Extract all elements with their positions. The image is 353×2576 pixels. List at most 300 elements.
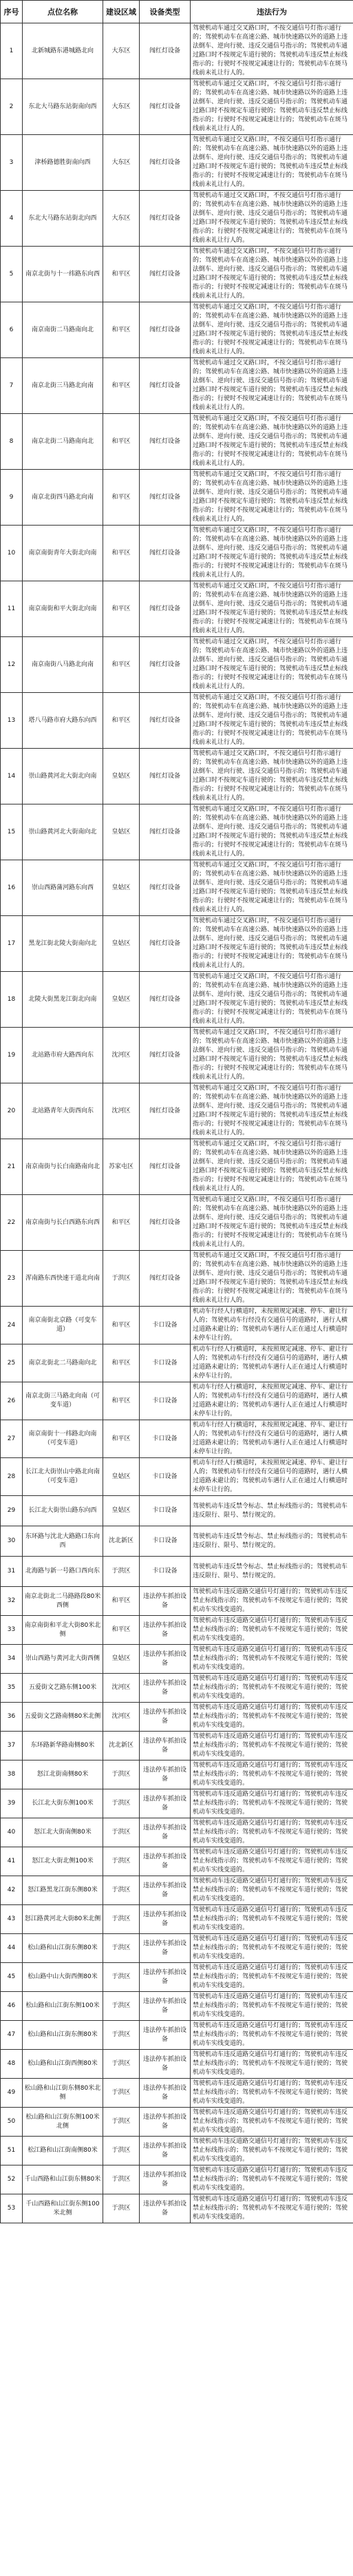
row-device-type: 闯红灯设备 [140, 302, 191, 358]
row-no: 3 [1, 135, 23, 191]
row-violation-behavior: 机动车行经人行横道时，未按照规定减速、停车、避让行人的；驾驶机动车行经没有交通信号的道路时，遇行人横过道路未避让的；驾驶机动车遇行人正在通过人行横道时未停车让行的。 [191, 1382, 353, 1420]
row-location-name: 怒江路黄河北大街80米北侧 [23, 1905, 103, 1934]
table-row [1, 302, 353, 358]
row-location-name: 南京南街和平大街北向南 [23, 581, 103, 637]
row-device-type: 卡口设备 [140, 1526, 191, 1557]
row-area: 于洪区 [103, 2137, 140, 2165]
row-violation-behavior: 驾驶机动车违反道路交通信号灯通行的；驾驶机动车违反禁止标线指示的；驾驶机动车不按规定车道行驶的；驾驶机动车实线变道的。 [191, 1789, 353, 1818]
row-area: 和平区 [103, 1420, 140, 1458]
row-violation-behavior: 驾驶机动车违反道路交通信号灯通行的；驾驶机动车违反禁止标线指示的；驾驶机动车不按规定车道行驶的；驾驶机动车实线变道的。 [191, 2165, 353, 2194]
row-no: 2 [1, 79, 23, 135]
row-violation-behavior: 驾驶机动车违反道路交通信号灯通行的；驾驶机动车违反禁止标线指示的；驾驶机动车不按规定车道行驶的；驾驶机动车实线变道的。 [191, 2050, 353, 2079]
row-device-type: 闯红灯设备 [140, 581, 191, 637]
row-location-name: 南京北街北二马路路段80米西侧 [23, 1587, 103, 1616]
table-row [1, 1760, 353, 1789]
row-area: 沈河区 [103, 1028, 140, 1083]
row-device-type: 违法停车抓拍设备 [140, 2079, 191, 2108]
row-location-name: 北海路与新一号路口西向东 [23, 1557, 103, 1587]
row-violation-behavior: 驾驶机动车通过交叉路口时，不按交通信号灯指示通行的；驾驶机动车在高速公路、城市快速路以外的道路上违法倒车、逆向行驶、违反交通信号指示的；驾驶机动车通过路口时不按规定车道行驶的；驾驶机动车违反禁止标线指示的；行驶时不按规定减速让行的；驾驶机动车在斑马线前未礼让行人的。 [191, 526, 353, 581]
table-row [1, 2108, 353, 2137]
row-area: 和平区 [103, 637, 140, 693]
row-device-type: 卡口设备 [140, 1557, 191, 1587]
row-area: 和平区 [103, 1344, 140, 1382]
table-row [1, 23, 353, 79]
table-row [1, 1083, 353, 1139]
row-no: 20 [1, 1083, 23, 1139]
row-area: 于洪区 [103, 1847, 140, 1876]
row-no: 32 [1, 1587, 23, 1616]
table-row [1, 1344, 353, 1382]
row-violation-behavior: 驾驶机动车通过交叉路口时，不按交通信号灯指示通行的；驾驶机动车在高速公路、城市快速路以外的道路上违法倒车、逆向行驶、违反交通信号指示的；驾驶机动车通过路口时不按规定车道行驶的；驾驶机动车违反禁止标线指示的；行驶时不按规定减速让行的；驾驶机动车在斑马线前未礼让行人的。 [191, 191, 353, 247]
row-device-type: 闯红灯设备 [140, 637, 191, 693]
row-area: 和平区 [103, 302, 140, 358]
row-violation-behavior: 驾驶机动车违反道路交通信号灯通行的；驾驶机动车违反禁止标线指示的；驾驶机动车不按规定车道行驶的；驾驶机动车实线变道的。 [191, 1847, 353, 1876]
row-device-type: 闯红灯设备 [140, 247, 191, 302]
header-device-type: 设备类型 [140, 1, 191, 23]
row-no: 16 [1, 860, 23, 916]
row-no: 19 [1, 1028, 23, 1083]
table-row [1, 1195, 353, 1251]
row-violation-behavior: 驾驶机动车违反道路交通信号灯通行的；驾驶机动车违反禁止标线指示的；驾驶机动车不按规定车道行驶的；驾驶机动车实线变道的。 [191, 1992, 353, 2021]
row-area: 于洪区 [103, 2108, 140, 2137]
row-location-name: 津桥路德胜街南向西 [23, 135, 103, 191]
row-area: 于洪区 [103, 1905, 140, 1934]
table-row [1, 2021, 353, 2050]
row-device-type: 违法停车抓拍设备 [140, 1674, 191, 1703]
table-row [1, 1382, 353, 1420]
row-location-name: 东北大马路东站街南向西 [23, 79, 103, 135]
row-device-type: 卡口设备 [140, 1458, 191, 1496]
row-no: 30 [1, 1526, 23, 1557]
row-area: 和平区 [103, 693, 140, 749]
row-area: 和平区 [103, 581, 140, 637]
row-violation-behavior: 驾驶机动车通过交叉路口时，不按交通信号灯指示通行的；驾驶机动车在高速公路、城市快速路以外的道路上违法倒车、逆向行驶、违反交通信号指示的；驾驶机动车通过路口时不按规定车道行驶的；驾驶机动车违反禁止标线指示的；行驶时不按规定减速让行的；驾驶机动车在斑马线前未礼让行人的。 [191, 302, 353, 358]
row-area: 和平区 [103, 247, 140, 302]
row-no: 6 [1, 302, 23, 358]
row-location-name: 北站路青年大街西向东 [23, 1083, 103, 1139]
row-area: 苏家屯区 [103, 1139, 140, 1195]
table-row [1, 2137, 353, 2165]
row-location-name: 松山路中山大街西侧80米 [23, 1963, 103, 1992]
row-area: 于洪区 [103, 1818, 140, 1847]
table-row [1, 1876, 353, 1905]
table-row [1, 693, 353, 749]
row-violation-behavior: 驾驶机动车通过交叉路口时，不按交通信号灯指示通行的；驾驶机动车在高速公路、城市快速路以外的道路上违法倒车、逆向行驶、违反交通信号指示的；驾驶机动车通过路口时不按规定车道行驶的；驾驶机动车违反禁止标线指示的；行驶时不按规定减速让行的；驾驶机动车在斑马线前未礼让行人的。 [191, 860, 353, 916]
row-device-type: 违法停车抓拍设备 [140, 2194, 191, 2223]
header-area: 建设区域 [103, 1, 140, 23]
row-location-name: 怒江北大街北侧100米 [23, 1847, 103, 1876]
table-row [1, 1616, 353, 1645]
row-location-name: 千山西路和山江街东侧80米 [23, 2165, 103, 2194]
row-violation-behavior: 驾驶机动车违反道路交通信号灯通行的；驾驶机动车违反禁止标线指示的；驾驶机动车不按规定车道行驶的；驾驶机动车实线变道的。 [191, 1760, 353, 1789]
row-no: 51 [1, 2137, 23, 2165]
row-device-type: 违法停车抓拍设备 [140, 1905, 191, 1934]
table-row [1, 1557, 353, 1587]
row-violation-behavior: 驾驶机动车通过交叉路口时，不按交通信号灯指示通行的；驾驶机动车在高速公路、城市快速路以外的道路上违法倒车、逆向行驶、违反交通信号指示的；驾驶机动车通过路口时不按规定车道行驶的；驾驶机动车违反禁止标线指示的；行驶时不按规定减速让行的；驾驶机动车在斑马线前未礼让行人的。 [191, 1028, 353, 1083]
row-device-type: 闯红灯设备 [140, 358, 191, 414]
row-device-type: 违法停车抓拍设备 [140, 2137, 191, 2165]
table-row [1, 1905, 353, 1934]
row-device-type: 闯红灯设备 [140, 135, 191, 191]
row-device-type: 违法停车抓拍设备 [140, 2165, 191, 2194]
table-row [1, 1732, 353, 1760]
row-device-type: 闯红灯设备 [140, 916, 191, 972]
table-row [1, 1789, 353, 1818]
row-area: 皇姑区 [103, 860, 140, 916]
row-violation-behavior: 驾驶机动车违反道路交通信号灯通行的；驾驶机动车违反禁止标线指示的；驾驶机动车不按规定车道行驶的；驾驶机动车实线变道的。 [191, 2021, 353, 2050]
row-device-type: 违法停车抓拍设备 [140, 1760, 191, 1789]
row-location-name: 怒江北大街南侧80米 [23, 1818, 103, 1847]
table-row [1, 2050, 353, 2079]
row-area: 于洪区 [103, 2165, 140, 2194]
table-row [1, 1420, 353, 1458]
row-no: 34 [1, 1645, 23, 1674]
row-device-type: 违法停车抓拍设备 [140, 1587, 191, 1616]
row-device-type: 闯红灯设备 [140, 79, 191, 135]
row-violation-behavior: 驾驶机动车违反道路交通信号灯通行的；驾驶机动车违反禁止标线指示的；驾驶机动车不按规定车道行驶的；驾驶机动车实线变道的。 [191, 1645, 353, 1674]
row-device-type: 卡口设备 [140, 1382, 191, 1420]
row-device-type: 违法停车抓拍设备 [140, 1616, 191, 1645]
row-violation-behavior: 驾驶机动车通过交叉路口时，不按交通信号灯指示通行的；驾驶机动车在高速公路、城市快速路以外的道路上违法倒车、逆向行驶、违反交通信号指示的；驾驶机动车通过路口时不按规定车道行驶的；驾驶机动车违反禁止标线指示的；行驶时不按规定减速让行的；驾驶机动车在斑马线前未礼让行人的。 [191, 581, 353, 637]
row-area: 于洪区 [103, 2194, 140, 2223]
row-area: 于洪区 [103, 1992, 140, 2021]
row-location-name: 松江路和山江街南侧80米 [23, 2137, 103, 2165]
row-violation-behavior: 驾驶机动车违反道路交通信号灯通行的；驾驶机动车违反禁止标线指示的；驾驶机动车不按规定车道行驶的；驾驶机动车实线变道的。 [191, 1905, 353, 1934]
row-area: 沈河区 [103, 1703, 140, 1732]
row-area: 皇姑区 [103, 972, 140, 1028]
row-location-name: 北陵大街黑龙江街北向南 [23, 972, 103, 1028]
row-location-name: 崇山西路与黄河北大街西侧 [23, 1645, 103, 1674]
row-area: 沈河区 [103, 1083, 140, 1139]
row-violation-behavior: 驾驶机动车违反道路交通信号灯通行的；驾驶机动车违反禁止标线指示的；驾驶机动车不按规定车道行驶的；驾驶机动车实线变道的。 [191, 1674, 353, 1703]
table-row [1, 526, 353, 581]
row-violation-behavior: 驾驶机动车违反道路交通信号灯通行的；驾驶机动车违反禁止标线指示的；驾驶机动车不按规定车道行驶的；驾驶机动车实线变道的。 [191, 1703, 353, 1732]
row-device-type: 闯红灯设备 [140, 191, 191, 247]
row-location-name: 崇山路黄河北大街北向南 [23, 749, 103, 804]
row-device-type: 违法停车抓拍设备 [140, 1963, 191, 1992]
row-no: 29 [1, 1496, 23, 1526]
row-location-name: 千山西路和山江街东侧100米北侧 [23, 2194, 103, 2223]
row-violation-behavior: 驾驶机动车违反道路交通信号灯通行的；驾驶机动车违反禁止标线指示的；驾驶机动车不按规定车道行驶的；驾驶机动车实线变道的。 [191, 2137, 353, 2165]
row-no: 18 [1, 972, 23, 1028]
row-location-name: 南京北街与十一纬路东向西 [23, 247, 103, 302]
table-row [1, 2194, 353, 2223]
table-row [1, 637, 353, 693]
row-violation-behavior: 驾驶机动车通过交叉路口时，不按交通信号灯指示通行的；驾驶机动车在高速公路、城市快速路以外的道路上违法倒车、逆向行驶、违反交通信号指示的；驾驶机动车通过路口时不按规定车道行驶的；驾驶机动车违反禁止标线指示的；行驶时不按规定减速让行的；驾驶机动车在斑马线前未礼让行人的。 [191, 637, 353, 693]
row-location-name: 怒江北街南侧80米 [23, 1760, 103, 1789]
row-location-name: 南京南街和平北大街80米北侧 [23, 1616, 103, 1645]
row-device-type: 闯红灯设备 [140, 1195, 191, 1251]
row-area: 皇姑区 [103, 1496, 140, 1526]
table-row [1, 1307, 353, 1344]
header-violation: 违法行为 [191, 1, 353, 23]
table-row [1, 414, 353, 470]
row-area: 大东区 [103, 191, 140, 247]
row-no: 35 [1, 1674, 23, 1703]
table-row [1, 749, 353, 804]
row-violation-behavior: 驾驶机动车通过交叉路口时，不按交通信号灯指示通行的；驾驶机动车在高速公路、城市快速路以外的道路上违法倒车、逆向行驶、违反交通信号指示的；驾驶机动车通过路口时不按规定车道行驶的；驾驶机动车违反禁止标线指示的；行驶时不按规定减速让行的；驾驶机动车在斑马线前未礼让行人的。 [191, 804, 353, 860]
row-device-type: 闯红灯设备 [140, 693, 191, 749]
row-violation-behavior: 驾驶机动车违反禁令标志、禁止标线指示的；驾驶机动车违反限行、限号、禁行规定的。 [191, 1557, 353, 1587]
row-violation-behavior: 驾驶机动车通过交叉路口时，不按交通信号灯指示通行的；驾驶机动车在高速公路、城市快速路以外的道路上违法倒车、逆向行驶、违反交通信号指示的；驾驶机动车通过路口时不按规定车道行驶的；驾驶机动车违反禁止标线指示的；行驶时不按规定减速让行的；驾驶机动车在斑马线前未礼让行人的。 [191, 358, 353, 414]
row-violation-behavior: 驾驶机动车通过交叉路口时，不按交通信号灯指示通行的；驾驶机动车在高速公路、城市快速路以外的道路上违法倒车、逆向行驶、违反交通信号指示的；驾驶机动车通过路口时不按规定车道行驶的；驾驶机动车违反禁止标线指示的；行驶时不按规定减速让行的；驾驶机动车在斑马线前未礼让行人的。 [191, 749, 353, 804]
header-no: 序号 [1, 1, 23, 23]
row-location-name: 南京南街与长白南路南向北 [23, 1139, 103, 1195]
row-area: 于洪区 [103, 1963, 140, 1992]
row-no: 4 [1, 191, 23, 247]
table-row [1, 860, 353, 916]
row-device-type: 闯红灯设备 [140, 1139, 191, 1195]
table-row [1, 581, 353, 637]
row-location-name: 崇山西路蒲河路东向西 [23, 860, 103, 916]
row-location-name: 松山路和山江街东侧80米北侧 [23, 2079, 103, 2108]
row-no: 43 [1, 1905, 23, 1934]
row-violation-behavior: 驾驶机动车违反道路交通信号灯通行的；驾驶机动车违反禁止标线指示的；驾驶机动车不按规定车道行驶的；驾驶机动车实线变道的。 [191, 1732, 353, 1760]
row-violation-behavior: 驾驶机动车违反道路交通信号灯通行的；驾驶机动车违反禁止标线指示的；驾驶机动车不按规定车道行驶的；驾驶机动车实线变道的。 [191, 1616, 353, 1645]
row-device-type: 卡口设备 [140, 1344, 191, 1382]
row-location-name: 黑龙江街北陵大街南向北 [23, 916, 103, 972]
row-area: 和平区 [103, 470, 140, 526]
row-no: 5 [1, 247, 23, 302]
row-no: 40 [1, 1818, 23, 1847]
row-violation-behavior: 驾驶机动车通过交叉路口时，不按交通信号灯指示通行的；驾驶机动车在高速公路、城市快速路以外的道路上违法倒车、逆向行驶、违反交通信号指示的；驾驶机动车通过路口时不按规定车道行驶的；驾驶机动车违反禁止标线指示的；行驶时不按规定减速让行的；驾驶机动车在斑马线前未礼让行人的。 [191, 1139, 353, 1195]
row-location-name: 松山路和山江街东侧100米 [23, 1992, 103, 2021]
row-no: 24 [1, 1307, 23, 1344]
row-violation-behavior: 驾驶机动车通过交叉路口时，不按交通信号灯指示通行的；驾驶机动车在高速公路、城市快速路以外的道路上违法倒车、逆向行驶、违反交通信号指示的；驾驶机动车通过路口时不按规定车道行驶的；驾驶机动车违反禁止标线指示的；行驶时不按规定减速让行的；驾驶机动车在斑马线前未礼让行人的。 [191, 135, 353, 191]
table-row [1, 2079, 353, 2108]
row-no: 31 [1, 1557, 23, 1587]
row-location-name: 南京北街四马路北向南 [23, 470, 103, 526]
row-no: 23 [1, 1251, 23, 1307]
row-location-name: 南京南街二马路南向北 [23, 302, 103, 358]
row-violation-behavior: 驾驶机动车违反道路交通信号灯通行的；驾驶机动车违反禁止标线指示的；驾驶机动车不按规定车道行驶的；驾驶机动车实线变道的。 [191, 2194, 353, 2223]
row-device-type: 违法停车抓拍设备 [140, 1732, 191, 1760]
row-area: 和平区 [103, 1587, 140, 1616]
row-area: 和平区 [103, 1382, 140, 1420]
header-location: 点位名称 [23, 1, 103, 23]
row-location-name: 南京南街青年大街北向南 [23, 526, 103, 581]
row-no: 50 [1, 2108, 23, 2137]
row-area: 沈北新区 [103, 1732, 140, 1760]
row-no: 1 [1, 23, 23, 79]
row-location-name: 南京南街十一纬路北向南（可变车道） [23, 1420, 103, 1458]
row-no: 8 [1, 414, 23, 470]
row-no: 26 [1, 1382, 23, 1420]
row-no: 36 [1, 1703, 23, 1732]
row-device-type: 违法停车抓拍设备 [140, 1876, 191, 1905]
row-location-name: 北新城路东港城路北向 [23, 23, 103, 79]
row-location-name: 长江北大街崇山中路北向南（可变车道） [23, 1458, 103, 1496]
row-no: 14 [1, 749, 23, 804]
row-location-name: 东环路新华路南侧80米 [23, 1732, 103, 1760]
row-no: 22 [1, 1195, 23, 1251]
row-no: 11 [1, 581, 23, 637]
row-device-type: 卡口设备 [140, 1420, 191, 1458]
row-no: 28 [1, 1458, 23, 1496]
row-device-type: 违法停车抓拍设备 [140, 1847, 191, 1876]
row-violation-behavior: 驾驶机动车违反道路交通信号灯通行的；驾驶机动车违反禁止标线指示的；驾驶机动车不按规定车道行驶的；驾驶机动车实线变道的。 [191, 1934, 353, 1963]
row-location-name: 南京北街二马路南向北 [23, 414, 103, 470]
row-area: 皇姑区 [103, 1458, 140, 1496]
row-area: 和平区 [103, 1616, 140, 1645]
row-device-type: 闯红灯设备 [140, 749, 191, 804]
row-no: 47 [1, 2021, 23, 2050]
table-row [1, 1587, 353, 1616]
row-violation-behavior: 驾驶机动车违反道路交通信号灯通行的；驾驶机动车违反禁止标线指示的；驾驶机动车不按规定车道行驶的；驾驶机动车实线变道的。 [191, 1963, 353, 1992]
row-area: 皇姑区 [103, 916, 140, 972]
row-no: 12 [1, 637, 23, 693]
table-row [1, 1963, 353, 1992]
row-device-type: 违法停车抓拍设备 [140, 2108, 191, 2137]
table-row [1, 1847, 353, 1876]
row-area: 于洪区 [103, 1876, 140, 1905]
row-violation-behavior: 机动车行经人行横道时，未按照规定减速、停车、避让行人的；驾驶机动车行经没有交通信号的道路时，遇行人横过道路未避让的；驾驶机动车遇行人正在通过人行横道时未停车让行的。 [191, 1344, 353, 1382]
row-violation-behavior: 驾驶机动车通过交叉路口时，不按交通信号灯指示通行的；驾驶机动车在高速公路、城市快速路以外的道路上违法倒车、逆向行驶、违反交通信号指示的；驾驶机动车通过路口时不按规定车道行驶的；驾驶机动车违反禁止标线指示的；行驶时不按规定减速让行的；驾驶机动车在斑马线前未礼让行人的。 [191, 1083, 353, 1139]
row-no: 27 [1, 1420, 23, 1458]
row-location-name: 松山路和山江街西侧80米 [23, 2050, 103, 2079]
row-area: 和平区 [103, 1307, 140, 1344]
row-no: 38 [1, 1760, 23, 1789]
row-violation-behavior: 驾驶机动车通过交叉路口时，不按交通信号灯指示通行的；驾驶机动车在高速公路、城市快速路以外的道路上违法倒车、逆向行驶、违反交通信号指示的；驾驶机动车通过路口时不按规定车道行驶的；驾驶机动车违反禁止标线指示的；行驶时不按规定减速让行的；驾驶机动车在斑马线前未礼让行人的。 [191, 247, 353, 302]
row-violation-behavior: 驾驶机动车违反道路交通信号灯通行的；驾驶机动车违反禁止标线指示的；驾驶机动车不按规定车道行驶的；驾驶机动车实线变道的。 [191, 2108, 353, 2137]
table-row [1, 1645, 353, 1674]
row-device-type: 闯红灯设备 [140, 1251, 191, 1307]
row-violation-behavior: 驾驶机动车违反道路交通信号灯通行的；驾驶机动车违反禁止标线指示的；驾驶机动车不按规定车道行驶的；驾驶机动车实线变道的。 [191, 1587, 353, 1616]
row-location-name: 东环路与沈北大路路口东向西 [23, 1526, 103, 1557]
row-location-name: 南京北街北二马路南向北 [23, 1344, 103, 1382]
row-violation-behavior: 驾驶机动车通过交叉路口时，不按交通信号灯指示通行的；驾驶机动车在高速公路、城市快速路以外的道路上违法倒车、逆向行驶、违反交通信号指示的；驾驶机动车通过路口时不按规定车道行驶的；驾驶机动车违反禁止标线指示的；行驶时不按规定减速让行的；驾驶机动车在斑马线前未礼让行人的。 [191, 79, 353, 135]
table-row [1, 1139, 353, 1195]
row-no: 21 [1, 1139, 23, 1195]
row-no: 53 [1, 2194, 23, 2223]
table-row [1, 916, 353, 972]
row-no: 7 [1, 358, 23, 414]
row-location-name: 长江北大街崇山路东向西 [23, 1496, 103, 1526]
row-location-name: 五爱街文艺路东侧100米 [23, 1674, 103, 1703]
row-area: 于洪区 [103, 1557, 140, 1587]
row-area: 于洪区 [103, 2050, 140, 2079]
row-no: 48 [1, 2050, 23, 2079]
table-row [1, 2165, 353, 2194]
row-area: 沈河区 [103, 1674, 140, 1703]
row-area: 于洪区 [103, 2079, 140, 2108]
row-location-name: 南京北街三马路北向南（可变车道） [23, 1382, 103, 1420]
row-location-name: 松山路和山江街东侧100米北侧 [23, 2108, 103, 2137]
table-row [1, 191, 353, 247]
table-row [1, 358, 353, 414]
table-row [1, 972, 353, 1028]
row-location-name: 南京南街北京路（可变车道） [23, 1307, 103, 1344]
table-row [1, 1458, 353, 1496]
row-device-type: 违法停车抓拍设备 [140, 1789, 191, 1818]
row-no: 33 [1, 1616, 23, 1645]
row-device-type: 闯红灯设备 [140, 414, 191, 470]
table-row [1, 1496, 353, 1526]
row-device-type: 违法停车抓拍设备 [140, 1645, 191, 1674]
row-device-type: 违法停车抓拍设备 [140, 2050, 191, 2079]
row-device-type: 闯红灯设备 [140, 470, 191, 526]
row-violation-behavior: 机动车行经人行横道时，未按照规定减速、停车、避让行人的；驾驶机动车行经没有交通信号的道路时，遇行人横过道路未避让的；驾驶机动车遇行人正在通过人行横道时未停车让行的。 [191, 1307, 353, 1344]
table-row [1, 247, 353, 302]
row-violation-behavior: 驾驶机动车违反禁令标志、禁止标线指示的；驾驶机动车违反限行、限号、禁行规定的。 [191, 1496, 353, 1526]
table-row [1, 1934, 353, 1963]
row-location-name: 崇山路黄河北大街南向北 [23, 804, 103, 860]
table-row [1, 1992, 353, 2021]
row-device-type: 闯红灯设备 [140, 860, 191, 916]
row-no: 52 [1, 2165, 23, 2194]
table-row [1, 470, 353, 526]
row-device-type: 闯红灯设备 [140, 972, 191, 1028]
row-no: 15 [1, 804, 23, 860]
row-area: 大东区 [103, 135, 140, 191]
row-area: 皇姑区 [103, 749, 140, 804]
row-location-name: 浑南路东西快速干道北向南 [23, 1251, 103, 1307]
row-violation-behavior: 驾驶机动车通过交叉路口时，不按交通信号灯指示通行的；驾驶机动车在高速公路、城市快速路以外的道路上违法倒车、逆向行驶、违反交通信号指示的；驾驶机动车通过路口时不按规定车道行驶的；驾驶机动车违反禁止标线指示的；行驶时不按规定减速让行的；驾驶机动车在斑马线前未礼让行人的。 [191, 916, 353, 972]
row-area: 和平区 [103, 414, 140, 470]
header-row [1, 1, 353, 23]
row-violation-behavior: 驾驶机动车通过交叉路口时，不按交通信号灯指示通行的；驾驶机动车在高速公路、城市快速路以外的道路上违法倒车、逆向行驶、违反交通信号指示的；驾驶机动车通过路口时不按规定车道行驶的；驾驶机动车违反禁止标线指示的；行驶时不按规定减速让行的；驾驶机动车在斑马线前未礼让行人的。 [191, 972, 353, 1028]
row-no: 49 [1, 2079, 23, 2108]
row-violation-behavior: 机动车行经人行横道时，未按照规定减速、停车、避让行人的；驾驶机动车行经没有交通信号的道路时，遇行人横过道路未避让的；驾驶机动车遇行人正在通过人行横道时未停车让行的。 [191, 1420, 353, 1458]
row-area: 和平区 [103, 1195, 140, 1251]
row-device-type: 违法停车抓拍设备 [140, 1703, 191, 1732]
row-device-type: 闯红灯设备 [140, 1083, 191, 1139]
row-location-name: 南京北街三马路北向南 [23, 358, 103, 414]
row-violation-behavior: 机动车行经人行横道时，未按照规定减速、停车、避让行人的；驾驶机动车行经没有交通信号的道路时，遇行人横过道路未避让的；驾驶机动车遇行人正在通过人行横道时未停车让行的。 [191, 1458, 353, 1496]
row-area: 于洪区 [103, 1789, 140, 1818]
row-device-type: 违法停车抓拍设备 [140, 2021, 191, 2050]
row-violation-behavior: 驾驶机动车违反禁令标志、禁止标线指示的；驾驶机动车违反限行、限号、禁行规定的。 [191, 1526, 353, 1557]
row-violation-behavior: 驾驶机动车违反道路交通信号灯通行的；驾驶机动车违反禁止标线指示的；驾驶机动车不按规定车道行驶的；驾驶机动车实线变道的。 [191, 2079, 353, 2108]
row-area: 于洪区 [103, 1760, 140, 1789]
row-no: 41 [1, 1847, 23, 1876]
row-device-type: 卡口设备 [140, 1307, 191, 1344]
row-violation-behavior: 驾驶机动车通过交叉路口时，不按交通信号灯指示通行的；驾驶机动车在高速公路、城市快速路以外的道路上违法倒车、逆向行驶、违反交通信号指示的；驾驶机动车通过路口时不按规定车道行驶的；驾驶机动车违反禁止标线指示的；行驶时不按规定减速让行的；驾驶机动车在斑马线前未礼让行人的。 [191, 23, 353, 79]
table-row [1, 79, 353, 135]
row-location-name: 长江北大街东侧100米 [23, 1789, 103, 1818]
row-device-type: 违法停车抓拍设备 [140, 1818, 191, 1847]
row-device-type: 违法停车抓拍设备 [140, 1934, 191, 1963]
row-area: 皇姑区 [103, 804, 140, 860]
row-no: 44 [1, 1934, 23, 1963]
row-area: 皇姑区 [103, 1645, 140, 1674]
row-violation-behavior: 驾驶机动车违反道路交通信号灯通行的；驾驶机动车违反禁止标线指示的；驾驶机动车不按规定车道行驶的；驾驶机动车实线变道的。 [191, 1818, 353, 1847]
row-area: 和平区 [103, 358, 140, 414]
row-no: 9 [1, 470, 23, 526]
row-violation-behavior: 驾驶机动车通过交叉路口时，不按交通信号灯指示通行的；驾驶机动车在高速公路、城市快速路以外的道路上违法倒车、逆向行驶、违反交通信号指示的；驾驶机动车通过路口时不按规定车道行驶的；驾驶机动车违反禁止标线指示的；行驶时不按规定减速让行的；驾驶机动车在斑马线前未礼让行人的。 [191, 693, 353, 749]
row-area: 于洪区 [103, 1934, 140, 1963]
row-location-name: 北站路市府大路西向东 [23, 1028, 103, 1083]
row-area: 于洪区 [103, 1251, 140, 1307]
row-device-type: 违法停车抓拍设备 [140, 1992, 191, 2021]
row-device-type: 卡口设备 [140, 1496, 191, 1526]
row-no: 25 [1, 1344, 23, 1382]
row-device-type: 闯红灯设备 [140, 526, 191, 581]
table-row [1, 1526, 353, 1557]
row-location-name: 怒江路黑龙江街东侧80米 [23, 1876, 103, 1905]
row-device-type: 闯红灯设备 [140, 804, 191, 860]
table-row [1, 804, 353, 860]
row-location-name: 松山路和山江街东侧80米 [23, 1934, 103, 1963]
row-violation-behavior: 驾驶机动车违反道路交通信号灯通行的；驾驶机动车违反禁止标线指示的；驾驶机动车不按规定车道行驶的；驾驶机动车实线变道的。 [191, 1876, 353, 1905]
row-location-name: 东北大马路东站街北向西 [23, 191, 103, 247]
row-violation-behavior: 驾驶机动车通过交叉路口时，不按交通信号灯指示通行的；驾驶机动车在高速公路、城市快速路以外的道路上违法倒车、逆向行驶、违反交通信号指示的；驾驶机动车通过路口时不按规定车道行驶的；驾驶机动车违反禁止标线指示的；行驶时不按规定减速让行的；驾驶机动车在斑马线前未礼让行人的。 [191, 470, 353, 526]
row-area: 大东区 [103, 23, 140, 79]
row-location-name: 南京南街八马路北向南 [23, 637, 103, 693]
row-no: 46 [1, 1992, 23, 2021]
row-device-type: 闯红灯设备 [140, 23, 191, 79]
row-violation-behavior: 驾驶机动车通过交叉路口时，不按交通信号灯指示通行的；驾驶机动车在高速公路、城市快速路以外的道路上违法倒车、逆向行驶、违反交通信号指示的；驾驶机动车通过路口时不按规定车道行驶的；驾驶机动车违反禁止标线指示的；行驶时不按规定减速让行的；驾驶机动车在斑马线前未礼让行人的。 [191, 1195, 353, 1251]
